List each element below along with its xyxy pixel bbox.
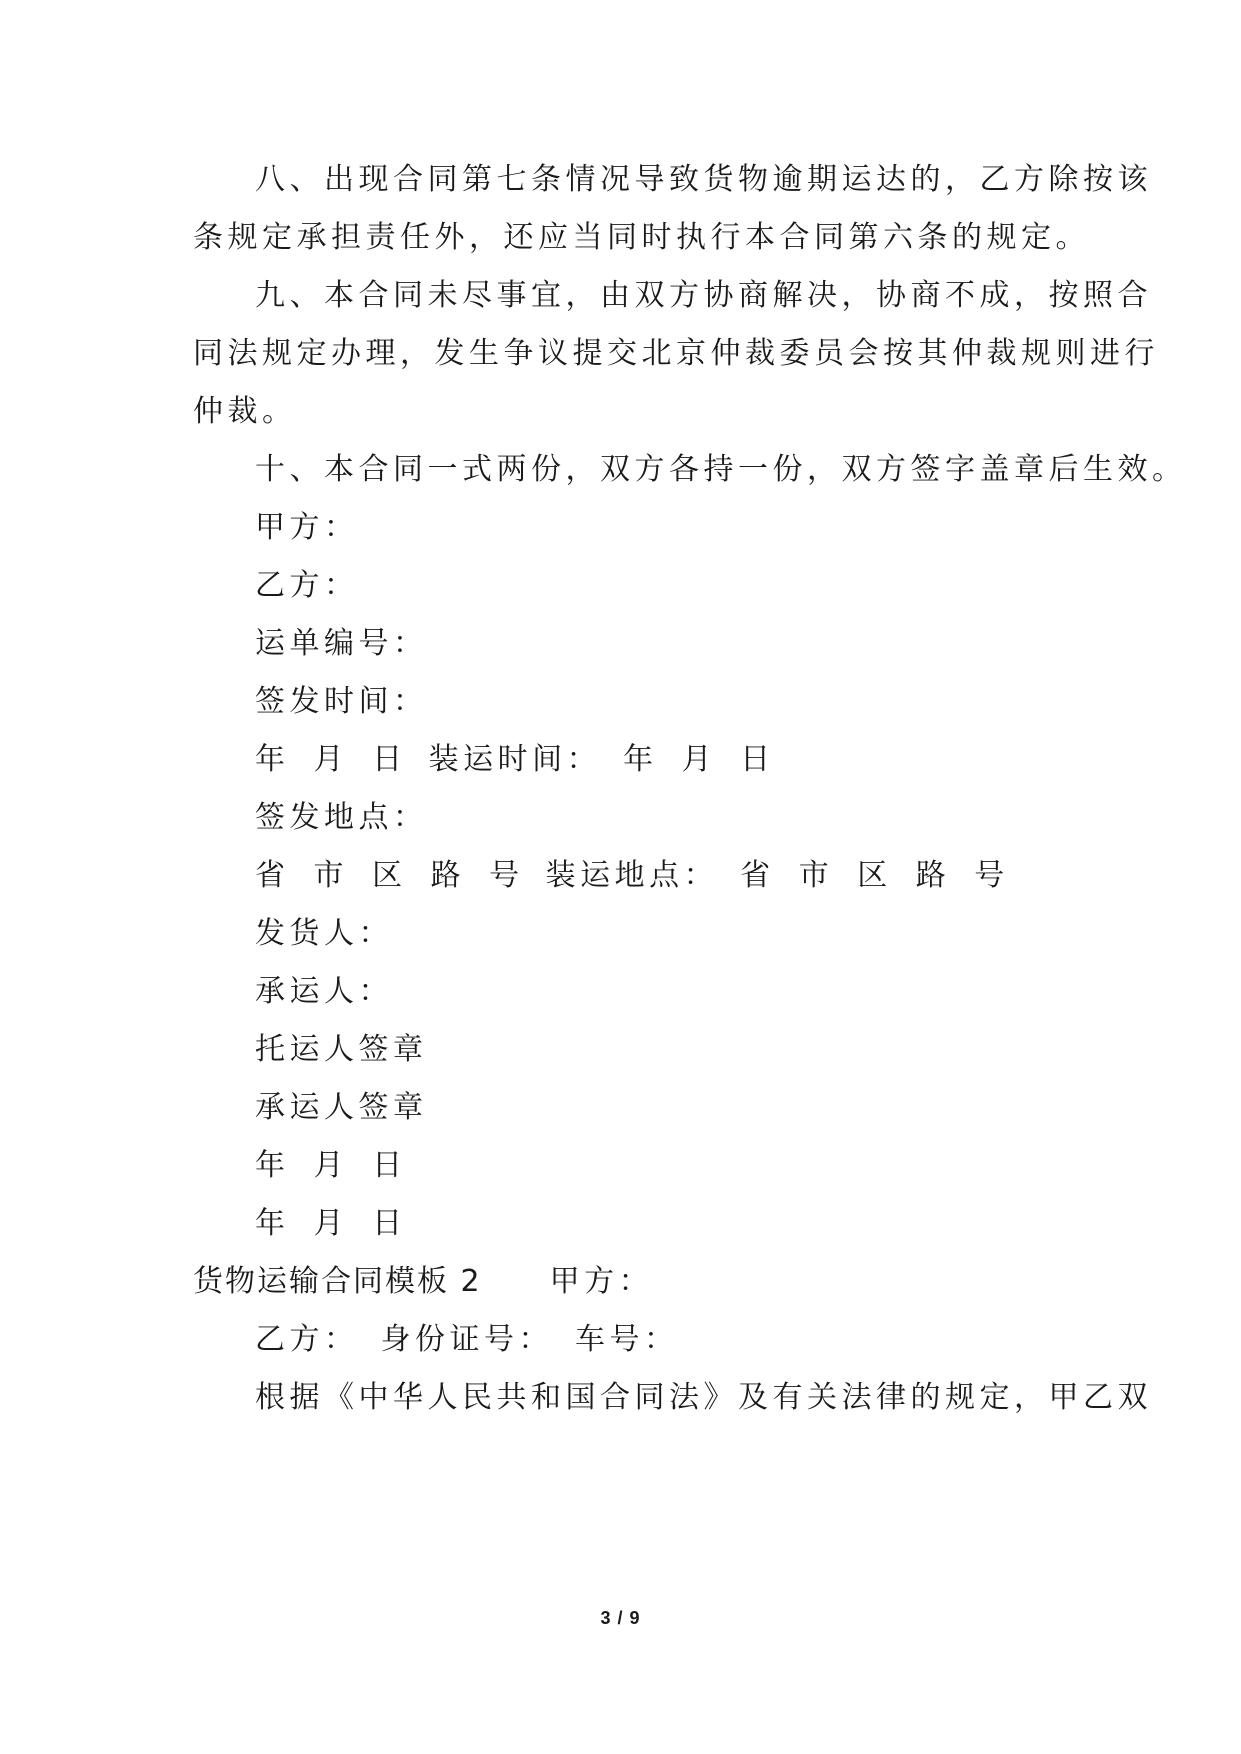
waybill-number-label: 运单编号： (255, 626, 428, 661)
clause-9-line-3: 仲裁。 (193, 394, 297, 429)
address-fields: 省 市 区 路 号 (255, 858, 524, 893)
page-number: 3 / 9 (600, 1608, 641, 1628)
consignor-signature-label: 托运人签章 (255, 1032, 428, 1067)
date-loading-row (255, 740, 775, 780)
clause-10-line-1: 十、本合同一式两份，双方各持一份，双方签字盖章后生效。 (255, 452, 1187, 487)
carrier-label: 承运人： (255, 974, 393, 1009)
issue-place-label: 签发地点： (255, 800, 428, 835)
signature-date-2: 年 月 日 (255, 1206, 407, 1241)
address-loading-row (255, 856, 1009, 896)
shipper-label: 发货人： (255, 916, 393, 951)
date-fields: 年 月 日 (255, 742, 407, 777)
carrier-signature-label: 承运人签章 (255, 1090, 428, 1125)
loading-date-fields: 年 月 日 (623, 742, 775, 777)
clause-8-line-1: 八、出现合同第七条情况导致货物逾期运达的，乙方除按该 (255, 162, 1152, 197)
template-2-id-number: 身份证号： (380, 1322, 553, 1357)
loading-time-label: 装运时间： (428, 742, 602, 777)
party-a-label: 甲方： (255, 510, 359, 545)
loading-place-label: 装运地点： (545, 858, 719, 893)
party-b-label: 乙方： (255, 568, 359, 603)
template-2-intro-line: 根据《中华人民共和国合同法》及有关法律的规定，甲乙双 (255, 1380, 1152, 1415)
template-2-party-b: 乙方： (255, 1322, 359, 1357)
issue-time-label: 签发时间： (255, 684, 428, 719)
template-2-party-a: 甲方： (549, 1264, 654, 1299)
template-2-heading-row (193, 1262, 653, 1302)
template-2-plate-number: 车号： (575, 1322, 679, 1357)
template-2-party-b-row (255, 1320, 679, 1360)
template-2-title: 货物运输合同模板 2 (193, 1264, 482, 1299)
clause-9-line-1: 九、本合同未尽事宜，由双方协商解决，协商不成，按照合 (255, 278, 1152, 313)
clause-9-line-2: 同法规定办理，发生争议提交北京仲裁委员会按其仲裁规则进行 (193, 336, 1159, 371)
loading-address-fields: 省 市 区 路 号 (740, 858, 1009, 893)
signature-date-1: 年 月 日 (255, 1148, 407, 1183)
clause-8-line-2: 条规定承担责任外，还应当同时执行本合同第六条的规定。 (193, 220, 1090, 255)
